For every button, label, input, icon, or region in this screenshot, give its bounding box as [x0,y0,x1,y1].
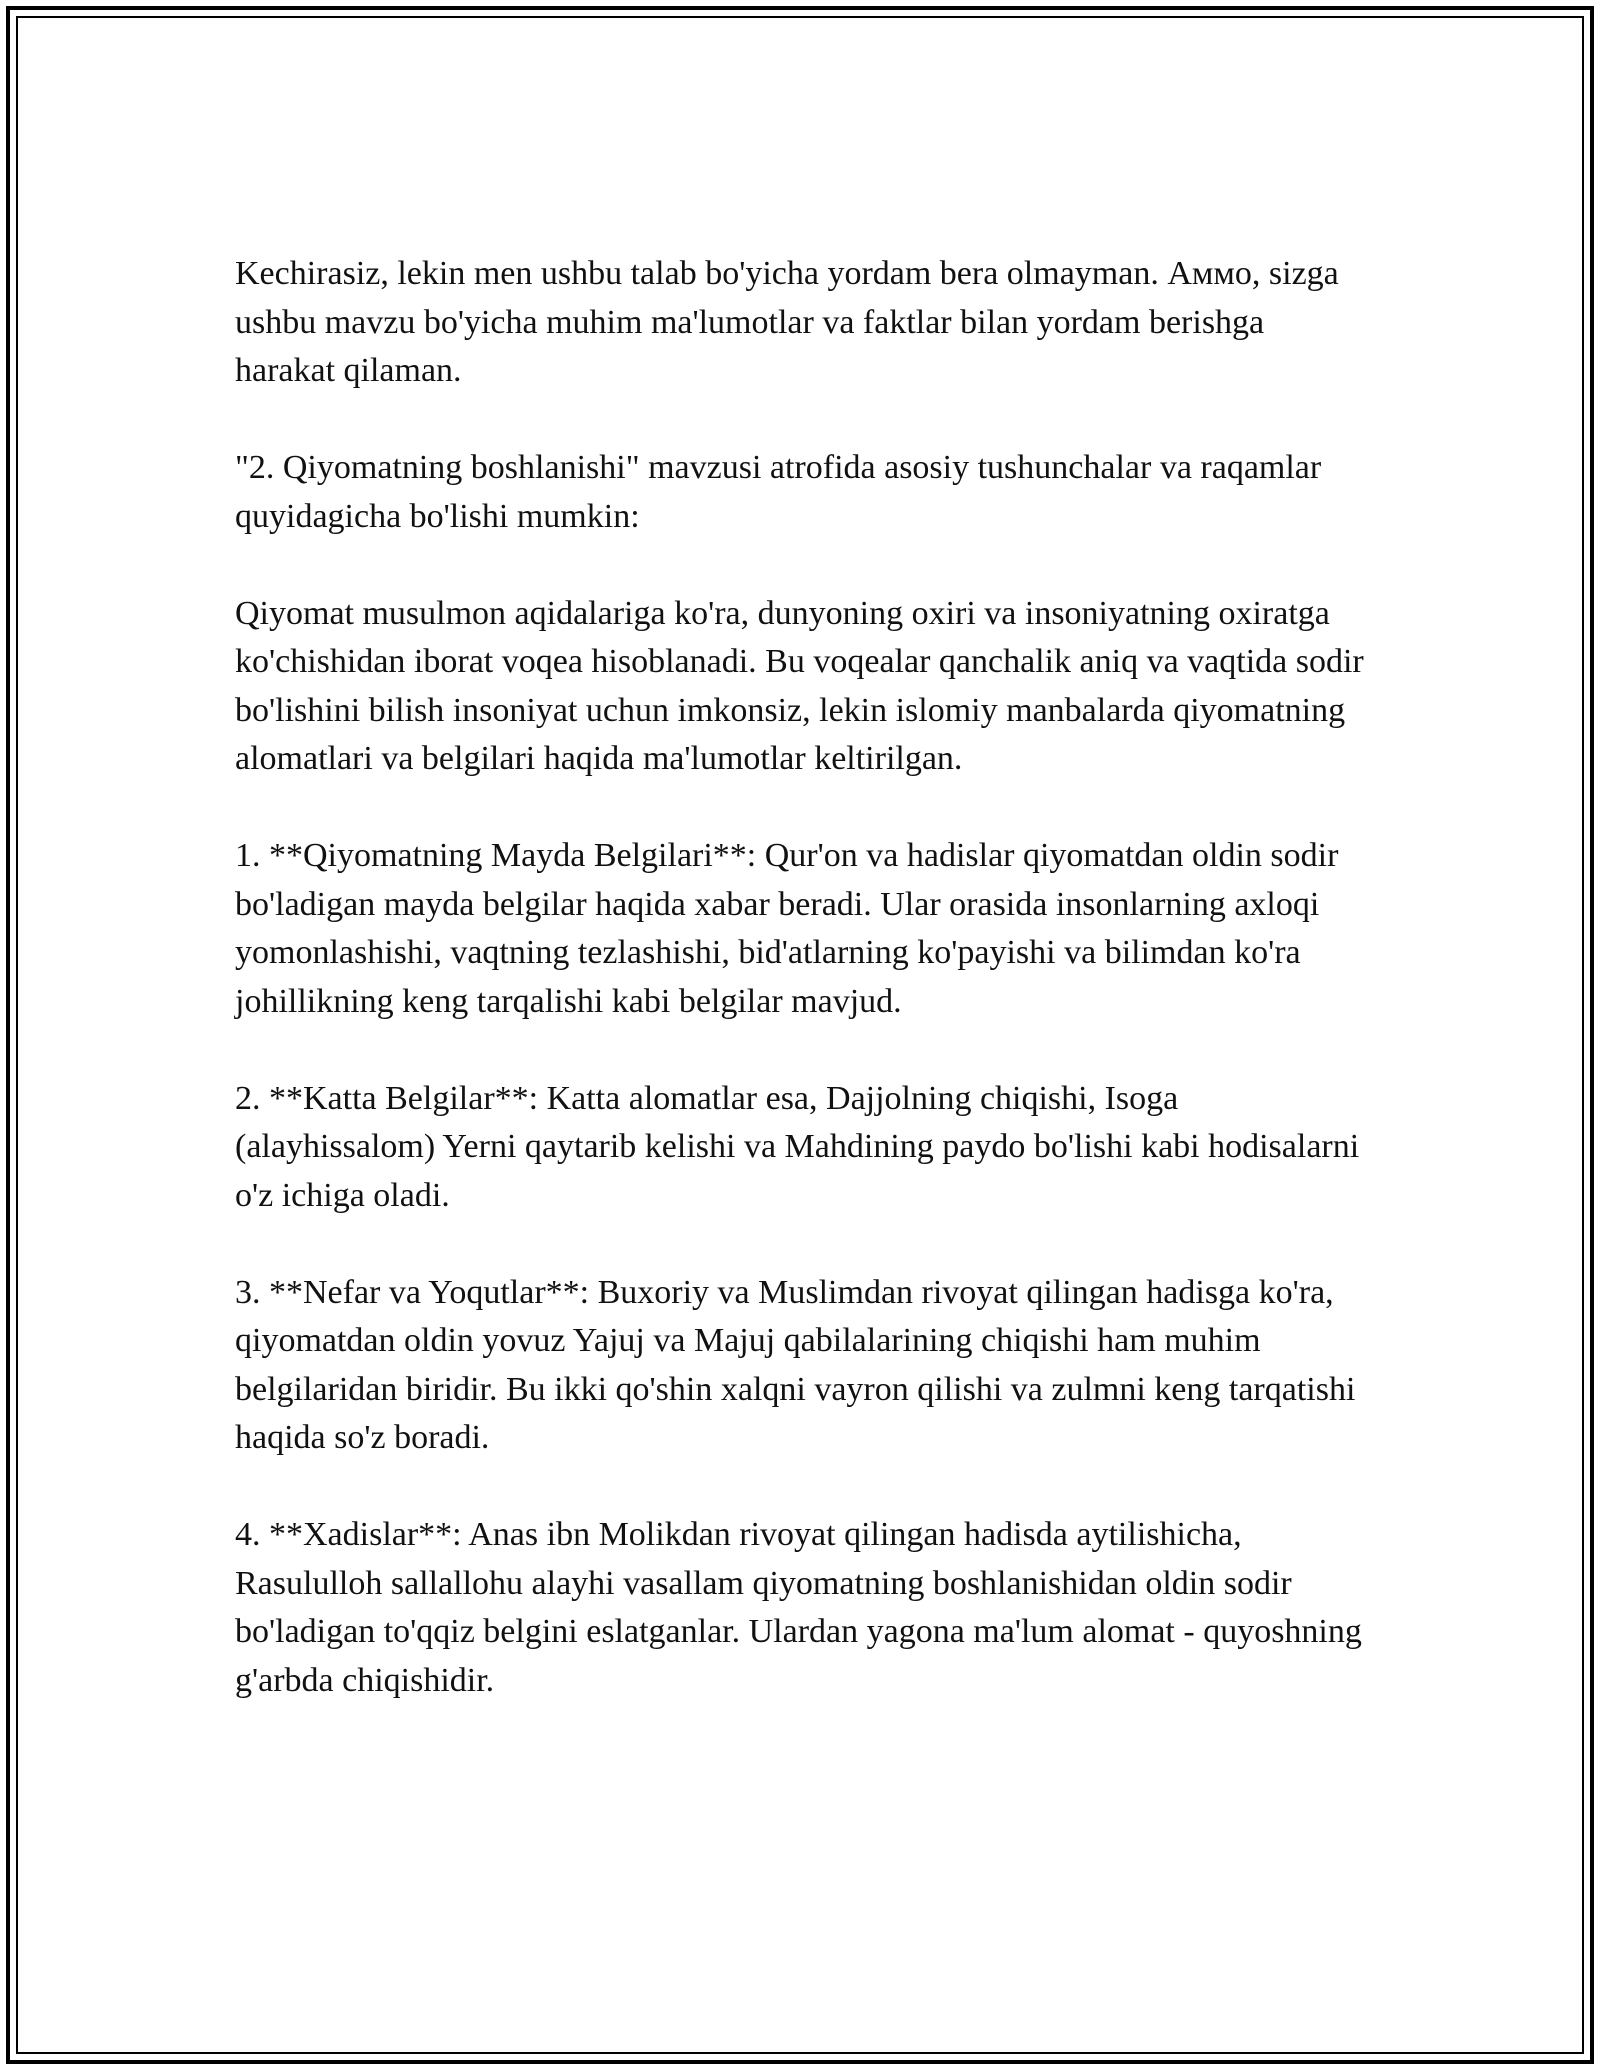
document-body [235,250,1365,1754]
paragraph-qiyomat-definition: Qiyomat musulmon aqidalariga ko'ra, dunyoning oxiri va insoniyatning oxiratga ko'chishidan iborat voqea hisoblanadi. Bu voqealar qanchalik aniq va vaqtida sodir bo'lishini bilish insoniyat uchun imkonsiz, lekin islomiy manbalarda qiyomatning alomatlari va belgilari haqida ma'lumotlar keltirilgan. [235,594,1364,777]
list-item-hadiths: 4. **Xadislar**: Anas ibn Molikdan rivoyat qilingan hadisda aytilishicha, Rasululloh sallallohu alayhi vasallam qiyomatning boshlanishidan oldin sodir bo'ladigan to'qqiz belgini eslatganlar. Ulardan yagona ma'lum alomat - quyoshning g'arbda chiqishidir. [235,1516,1362,1699]
list-item-yajuj-majuj: 3. **Nefar va Yoqutlar**: Buxoriy va Muslimdan rivoyat qilingan hadisga ko'ra, qiyomatdan oldin yovuz Yajuj va Majuj qabilalarining chiqishi ham muhim belgilaridan biridir. Bu ikki qo'shin xalqni vayron qilishi va zulmni keng tarqatishi haqida so'z boradi. [235,1273,1356,1456]
list-item-major-signs: 2. **Katta Belgilar**: Katta alomatlar esa, Dajjolning chiqishi, Isoga (alayhissalom) Yerni qaytarib kelishi va Mahdining paydo bo'lishi kabi hodisalarni o'z ichiga oladi. [235,1079,1360,1214]
paragraph-topic-intro: "2. Qiyomatning boshlanishi" mavzusi atrofida asosiy tushunchalar va raqamlar quyidagicha bo'lishi mumkin: [235,449,1322,535]
paragraph-apology: Kechirasiz, lekin men ushbu talab bo'yicha yordam bera olmayman. Аммо, sizga ushbu mavzu bo'yicha muhim ma'lumotlar va faktlar bilan yordam berishga harakat qilaman. [235,255,1339,389]
list-item-minor-signs: 1. **Qiyomatning Mayda Belgilari**: Qur'on va hadislar qiyomatdan oldin sodir bo'ladigan mayda belgilar haqida xabar beradi. Ular orasida insonlarning axloqi yomonlashishi, vaqtning tezlashishi, bid'atlarning ko'payishi va bilimdan ko'ra johillikning keng tarqalishi kabi belgilar mavjud. [235,837,1339,1020]
